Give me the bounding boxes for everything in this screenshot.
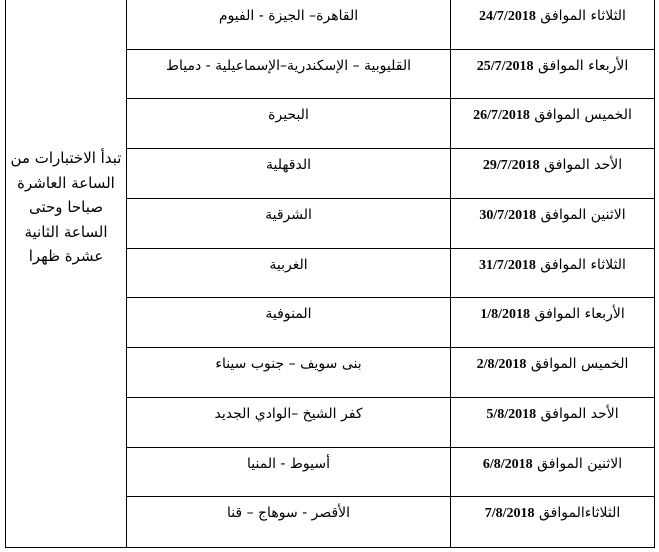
date-value: 24/7/2018 — [479, 9, 536, 24]
exam-date-cell — [451, 149, 654, 199]
exam-schedule-table — [5, 0, 655, 548]
date-value: 7/8/2018 — [484, 506, 535, 522]
exam-date-cell — [451, 199, 654, 249]
exam-date-cell — [451, 348, 654, 398]
weekday-label: الأحد الموافق — [544, 157, 623, 174]
governorates-cell: البحيرة — [127, 99, 451, 149]
date-value: 30/7/2018 — [479, 207, 537, 223]
weekday-label: الأحد الموافق — [540, 405, 619, 422]
governorates-cell: القليوبية – الإسكندرية–الإسماعيلية - دمياط — [127, 50, 451, 100]
date-value: 2/8/2018 — [476, 357, 527, 373]
date-value: 29/7/2018 — [482, 158, 540, 174]
governorates-cell: القاهرة– الجيزة - الفيوم — [127, 0, 451, 50]
governorates-cell: الغربية — [127, 249, 451, 299]
weekday-label: الأربعاء الموافق — [534, 306, 625, 323]
weekday-label: الخميس الموافق — [530, 356, 629, 373]
exam-date-cell — [451, 99, 654, 149]
exam-date-cell — [451, 398, 654, 448]
weekday-label: الثلاثاء الموافق — [540, 8, 626, 24]
exam-date-cell — [451, 497, 654, 547]
weekday-label: الاثنين الموافق — [537, 455, 623, 472]
governorates-cell: الدقهلية — [127, 149, 451, 199]
governorates-cell: الشرقية — [127, 199, 451, 249]
exam-time-note: تبدأ الاختبارات من الساعة العاشرة صباحا وحتى الساعة الثانية عشرة ظهرا — [10, 149, 122, 265]
governorates-cell: بنى سويف – جنوب سيناء — [127, 348, 451, 398]
weekday-label: الثلاثاء الموافق — [540, 256, 626, 273]
weekday-label: الثلاثاءالموافق — [539, 505, 621, 522]
weekday-label: الاثنين الموافق — [540, 206, 626, 223]
date-value: 1/8/2018 — [480, 307, 530, 323]
weekday-label: الخميس الموافق — [534, 107, 632, 124]
governorates-cell: أسيوط - المنيا — [127, 448, 451, 498]
date-value: 25/7/2018 — [476, 58, 534, 74]
exam-date-cell — [451, 0, 654, 50]
exam-date-cell — [451, 249, 654, 299]
governorates-cell: كفر الشيخ –الوادي الجديد — [127, 398, 451, 448]
weekday-label: الأربعاء الموافق — [537, 57, 629, 74]
governorates-cell: المنوفية — [127, 298, 451, 348]
date-value: 5/8/2018 — [486, 406, 537, 422]
exam-date-cell — [451, 448, 654, 498]
exam-date-cell — [451, 50, 654, 100]
date-value: 26/7/2018 — [473, 108, 530, 124]
governorates-cell: الأقصر - سوهاج – قنا — [127, 497, 451, 547]
schedule-note-cell — [6, 0, 127, 547]
date-value: 31/7/2018 — [479, 257, 536, 273]
date-value: 6/8/2018 — [482, 456, 533, 472]
schedule-grid — [127, 0, 654, 547]
exam-date-cell — [451, 298, 654, 348]
